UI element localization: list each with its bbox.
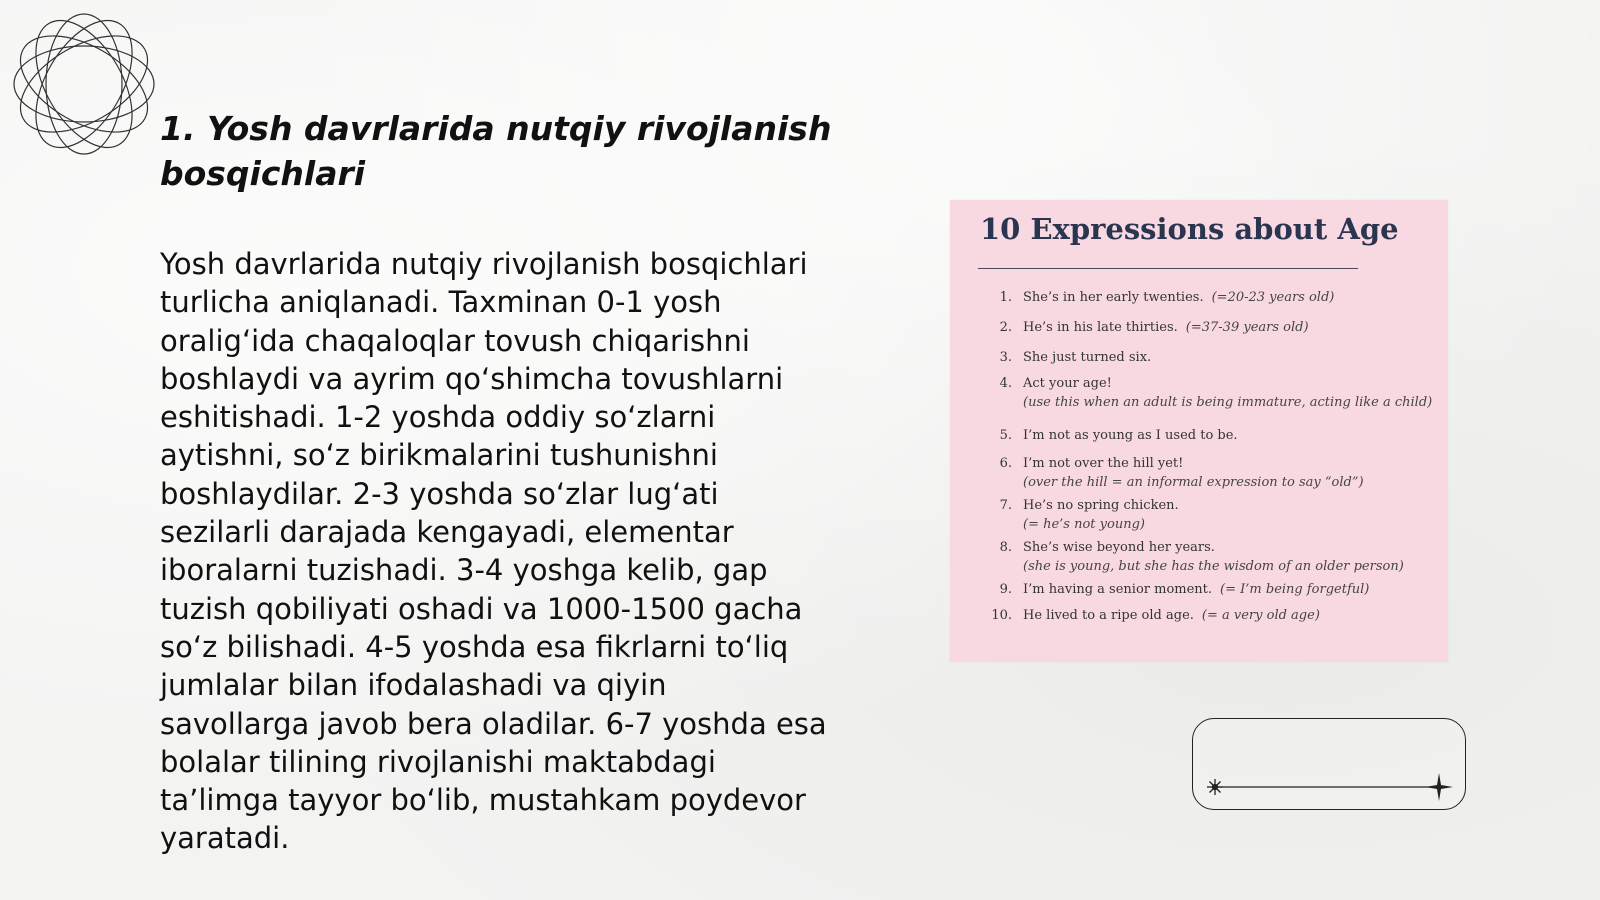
item-number: 10.: [991, 608, 1012, 623]
item-note: (= a very old age): [1201, 608, 1320, 623]
body-line: so‘z bilishadi. 4-5 yoshda esa fikrlarni to‘liq: [160, 629, 789, 664]
body-line: aytishni, so‘z birikmalarini tushunishni: [160, 438, 718, 473]
body-line: ta’limga tayyor bo‘lib, mustahkam poydevor: [160, 783, 806, 818]
expressions-list: [950, 200, 1448, 662]
item-text: She’s wise beyond her years.: [1023, 540, 1215, 555]
item-text: He’s no spring chicken.: [1023, 498, 1179, 513]
body-line: Yosh davrlarida nutqiy rivojlanish bosqichlari: [160, 247, 808, 281]
slide-title-line-1: 1. Yosh davrlarida nutqiy rivojlanish: [160, 109, 832, 148]
body-line: boshlaydi va ayrim qo‘shimcha tovushlarni: [160, 361, 784, 396]
body-line: eshitishadi. 1-2 yoshda oddiy so‘zlarni: [160, 400, 716, 435]
body-line: iboralarni tuzishadi. 3-4 yoshga kelib, gap: [160, 553, 768, 588]
item-number: 7.: [999, 498, 1012, 513]
item-text: I’m not over the hill yet!: [1023, 456, 1184, 471]
item-note: (over the hill = an informal expression to say “old”): [1023, 475, 1364, 490]
body-paragraph: [160, 245, 850, 858]
slider-graphic: [1193, 719, 1465, 809]
item-number: 1.: [999, 290, 1012, 305]
item-note: (= I’m being forgetful): [1220, 582, 1370, 597]
decorative-slider-frame: [1192, 718, 1466, 810]
circle-lattice-icon: [10, 10, 158, 158]
item-number: 6.: [999, 456, 1012, 471]
sparkle-icon: [1207, 779, 1223, 795]
item-text: He lived to a ripe old age.: [1023, 608, 1194, 623]
slide-title: [160, 106, 880, 196]
body-line: savollarga javob bera oladilar. 6-7 yoshda esa: [160, 706, 827, 741]
item-text: I’m having a senior moment.: [1023, 582, 1213, 597]
item-text: I’m not as young as I used to be.: [1023, 428, 1238, 443]
item-text: Act your age!: [1023, 376, 1112, 391]
item-note: (use this when an adult is being immature, acting like a child): [1023, 395, 1433, 410]
expressions-card: [950, 200, 1448, 662]
item-number: 3.: [999, 350, 1012, 365]
body-line: tuzish qobiliyati oshadi va 1000-1500 gacha: [160, 591, 803, 626]
item-note: (= he’s not young): [1023, 517, 1145, 532]
body-line: yaratadi.: [160, 821, 290, 856]
body-line: jumlalar bilan ifodalashadi va qiyin: [160, 668, 667, 703]
item-number: 5.: [999, 428, 1012, 443]
item-note: (she is young, but she has the wisdom of an older person): [1023, 559, 1404, 574]
item-text: He’s in his late thirties.: [1023, 320, 1178, 335]
body-line: bolalar tilining rivojlanishi maktabdagi: [160, 744, 716, 779]
card-title: 10 Expressions about Age: [980, 212, 1399, 246]
body-line: sezilarli darajada kengayadi, elementar: [160, 515, 734, 550]
item-number: 8.: [999, 540, 1012, 555]
item-text: She’s in her early twenties.: [1023, 290, 1204, 305]
body-line: boshlaydilar. 2-3 yoshda so‘zlar lug‘ati: [160, 476, 719, 511]
item-number: 9.: [999, 582, 1012, 597]
body-line: turlicha aniqlanadi. Taxminan 0-1 yosh: [160, 285, 722, 320]
item-note: (=20-23 years old): [1211, 290, 1335, 305]
item-text: She just turned six.: [1023, 350, 1152, 365]
item-number: 4.: [999, 376, 1012, 391]
star-icon: [1425, 773, 1453, 801]
item-number: 2.: [999, 320, 1012, 335]
body-line: oralig‘ida chaqaloqlar tovush chiqarishni: [160, 323, 750, 358]
item-note: (=37-39 years old): [1185, 320, 1309, 335]
slide-title-line-2: bosqichlari: [160, 154, 366, 193]
